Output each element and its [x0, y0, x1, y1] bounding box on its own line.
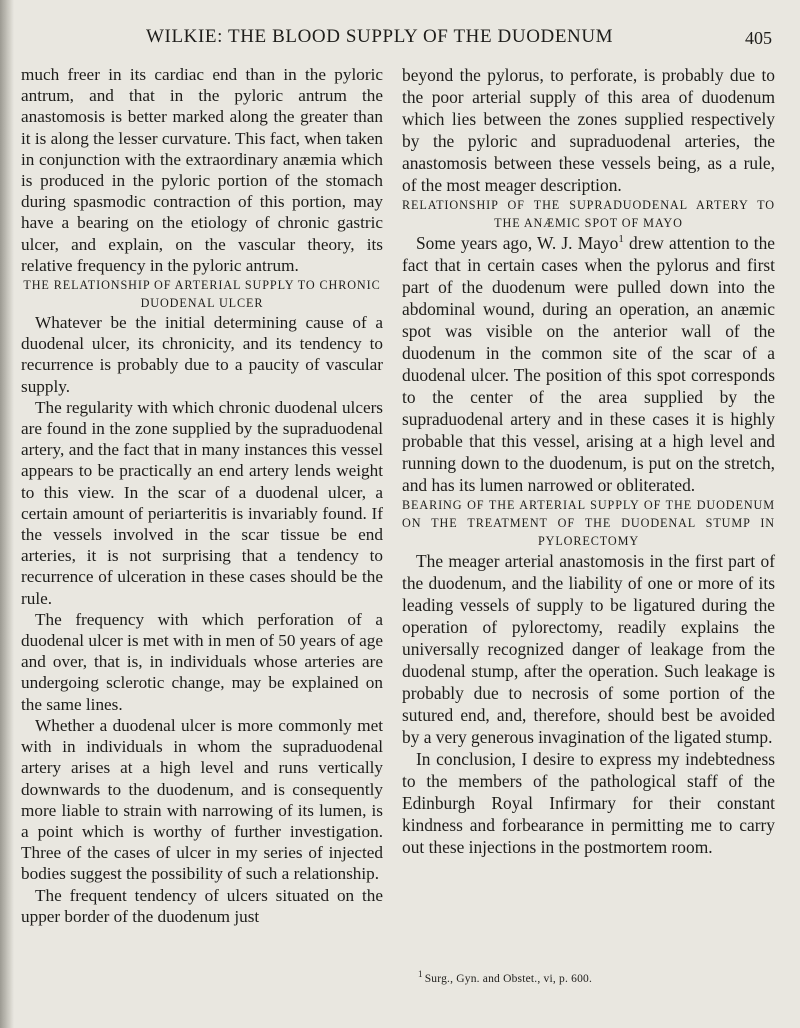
paragraph-text: Some years ago, W. J. Mayo — [416, 233, 619, 253]
footnote-reference: 1 — [618, 233, 624, 246]
section-heading: RELATIONSHIP OF THE SUPRADUODENAL ARTERY TO THE ANÆMIC SPOT OF MAYO — [402, 198, 775, 230]
paragraph: The frequency with which perforation of a duodenal ulcer is met with in men of 50 years of age and over, that is, in individuals whose arteries are undergoing sclerotic change, may be explained on the same lines. — [21, 609, 383, 714]
paragraph: The regularity with which chronic duodenal ulcers are found in the zone supplied by the supraduodenal artery, and the fact that in many instances this vessel appears to be practically an end artery lends weight to this view. In the scar of a duodenal ulcer, a certain amount of periarteritis is invariably found. If the vessels involved in the scar tissue be end arteries, it is not surprising that a tendency to recurrence of ulceration in these cases should be the rule. — [21, 397, 383, 608]
page-gutter-shadow — [0, 0, 14, 1028]
paragraph: Whether a duodenal ulcer is more commonly met with in individuals in whom the supraduodenal artery arises at a high level and runs vertically downwards to the duodenum, and is consequently more liable to strain with narrowing of its lumen, is a point which is worthy of further investigation. Three of the cases of ulcer in my series of injected bodies suggest the possibility of such a relationship. — [21, 715, 383, 884]
paragraph: In conclusion, I desire to express my indebtedness to the members of the pathological staff of the Edinburgh Royal Infirmary for their constant kindness and forbearance in permitting me to carry out these injections in the postmortem room. — [402, 749, 775, 857]
footnote — [418, 969, 593, 985]
paragraph-with-footnote-ref — [402, 232, 775, 496]
page-number: 405 — [745, 28, 772, 48]
paragraph: beyond the pylorus, to perforate, is probably due to the poor arterial supply of this area of duodenum which lies between the zones supplied respectively by the pyloric and supraduodenal arteries, the anastomosis between these vessels being, as a rule, of the most meager description. — [402, 65, 775, 195]
paragraph: much freer in its cardiac end than in the pyloric antrum, and that in the pyloric antrum the anastomosis is better marked along the greater than it is along the lesser curvature. This fact, when taken in conjunction with the extraordinary anæmia which is produced in the pyloric portion of the stomach during spasmodic contraction of this portion, may have a bearing on the etiology of chronic gastric ulcer, and explain, on the vascular theory, its relative frequency in the pyloric antrum. — [21, 65, 383, 275]
paragraph: The meager arterial anastomosis in the first part of the duodenum, and the liability of one or more of its leading vessels of supply to be ligatured during the operation of pylorectomy, readily explains the universally recognized danger of leakage from the duodenal stump, after the operation. Such leakage is probably due to necrosis of some portion of the sutured end, and, therefore, should best be avoided by a very generous invagination of the ligated stump. — [402, 551, 775, 747]
running-head — [0, 26, 800, 52]
paragraph: The frequent tendency of ulcers situated on the upper border of the duodenum just — [21, 885, 383, 926]
paragraph: Whatever be the initial determining cause of a duodenal ulcer, its chronicity, and its tendency to recurrence is probably due to a paucity of vascular supply. — [21, 313, 383, 396]
footnote-number: 1 — [418, 969, 423, 980]
left-column — [21, 64, 383, 927]
right-column — [402, 64, 775, 858]
paragraph-text: drew attention to the fact that in certain cases when the pylorus and first part of the duodenum were pulled down into the abdominal wound, during an operation, an anæmic spot was visible on the anterior wall of the duodenum in the common site of the scar of a duodenal ulcer. The position of this spot corresponds to the center of the area supplied by the supraduodenal artery and in these cases it is highly probable that this vessel, arising at a high level and running down to the duodenum, is put on the stretch, and has its lumen narrowed or obliterated. — [402, 233, 776, 495]
section-heading: THE RELATIONSHIP OF ARTERIAL SUPPLY TO CHRONIC DUODENAL ULCER — [23, 278, 381, 311]
footnote-text: Surg., Gyn. and Obstet., vi, p. 600. — [424, 973, 593, 985]
section-heading: BEARING OF THE ARTERIAL SUPPLY OF THE DUODENUM ON THE TREATMENT OF THE DUODENAL STUMP IN PYLORECTOMY — [402, 498, 775, 548]
running-title: WILKIE: THE BLOOD SUPPLY OF THE DUODENUM — [146, 26, 614, 47]
